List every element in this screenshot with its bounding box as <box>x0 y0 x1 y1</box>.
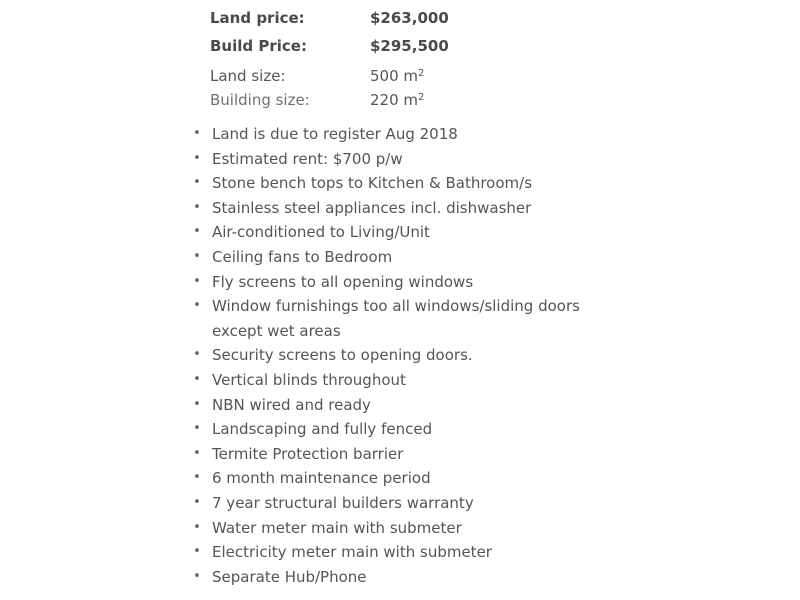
land-price-label: Land price: <box>210 9 305 27</box>
land-size-label: Land size: <box>210 67 286 85</box>
list-item <box>190 270 630 295</box>
land-price-row <box>210 4 530 32</box>
land-price-value: $263,000 <box>370 9 449 27</box>
build-price-label: Build Price: <box>210 37 307 55</box>
list-item <box>190 540 630 565</box>
building-size-value <box>370 88 530 112</box>
list-item <box>190 565 630 590</box>
features-list <box>190 122 630 589</box>
bullet-icon: • <box>193 298 201 314</box>
list-item-text: Stainless steel appliances incl. dishwasher <box>212 198 532 217</box>
list-item <box>190 245 630 270</box>
build-price-value: $295,500 <box>370 37 449 55</box>
list-item <box>190 466 630 491</box>
list-item-text: NBN wired and ready <box>212 395 371 414</box>
bullet-icon: • <box>193 445 201 461</box>
bullet-icon: • <box>193 544 201 560</box>
list-item-text: Air-conditioned to Living/Unit <box>212 223 430 242</box>
bullet-icon: • <box>193 470 201 486</box>
bullet-icon: • <box>193 519 201 535</box>
building-size-row <box>210 88 530 112</box>
list-item-text: Ceiling fans to Bedroom <box>212 247 393 266</box>
land-size-value <box>370 64 530 88</box>
bullet-icon: • <box>193 248 201 264</box>
bullet-icon: • <box>193 421 201 437</box>
land-size-number: 500 m <box>370 67 419 85</box>
build-price-row <box>210 32 530 60</box>
bullet-icon: • <box>193 126 201 141</box>
bullet-icon: • <box>193 199 201 215</box>
list-item-text: Vertical blinds throughout <box>212 370 406 389</box>
bullet-icon: • <box>193 396 201 412</box>
list-item-text: 7 year structural builders warranty <box>212 493 474 512</box>
property-specs <box>210 4 530 112</box>
list-item-text: Fly screens to all opening windows <box>212 272 474 291</box>
building-size-number: 220 m <box>370 91 419 109</box>
list-item-text: Termite Protection barrier <box>212 444 404 463</box>
list-item-text: Separate Hub/Phone <box>212 567 367 586</box>
bullet-icon: • <box>193 150 201 166</box>
bullet-icon: • <box>193 371 201 387</box>
list-item <box>190 442 630 467</box>
list-item-text: Water meter main with submeter <box>212 518 462 537</box>
list-item-text: Land is due to register Aug 2018 <box>212 125 458 143</box>
bullet-icon: • <box>193 347 201 363</box>
list-item-text: Landscaping and fully fenced <box>212 420 433 439</box>
list-item <box>190 171 630 196</box>
list-item <box>190 393 630 418</box>
list-item <box>190 368 630 393</box>
list-item-text: Stone bench tops to Kitchen & Bathroom/s <box>212 174 533 193</box>
list-item-text: Electricity meter main with submeter <box>212 543 492 562</box>
bullet-icon: • <box>193 273 201 289</box>
land-size-unit-superscript: 2 <box>418 68 425 79</box>
bullet-icon: • <box>193 224 201 240</box>
list-item-text: 6 month maintenance period <box>212 469 431 488</box>
list-item <box>190 417 630 442</box>
list-item-text: Window furnishings too all windows/sliding doors except wet areas <box>212 297 580 340</box>
bullet-icon: • <box>193 568 201 584</box>
list-item <box>190 343 630 368</box>
list-item <box>190 491 630 516</box>
list-item <box>190 220 630 245</box>
bullet-icon: • <box>193 175 201 191</box>
building-size-label: Building size: <box>210 91 310 109</box>
bullet-icon: • <box>193 494 201 510</box>
list-item <box>190 196 630 221</box>
list-item <box>190 147 630 172</box>
list-item <box>190 294 630 343</box>
land-size-row <box>210 64 530 88</box>
building-size-unit-superscript: 2 <box>418 92 425 103</box>
list-item-text: Security screens to opening doors. <box>212 346 473 365</box>
list-item-text: Estimated rent: $700 p/w <box>212 149 403 168</box>
list-item <box>190 122 630 147</box>
list-item <box>190 516 630 541</box>
